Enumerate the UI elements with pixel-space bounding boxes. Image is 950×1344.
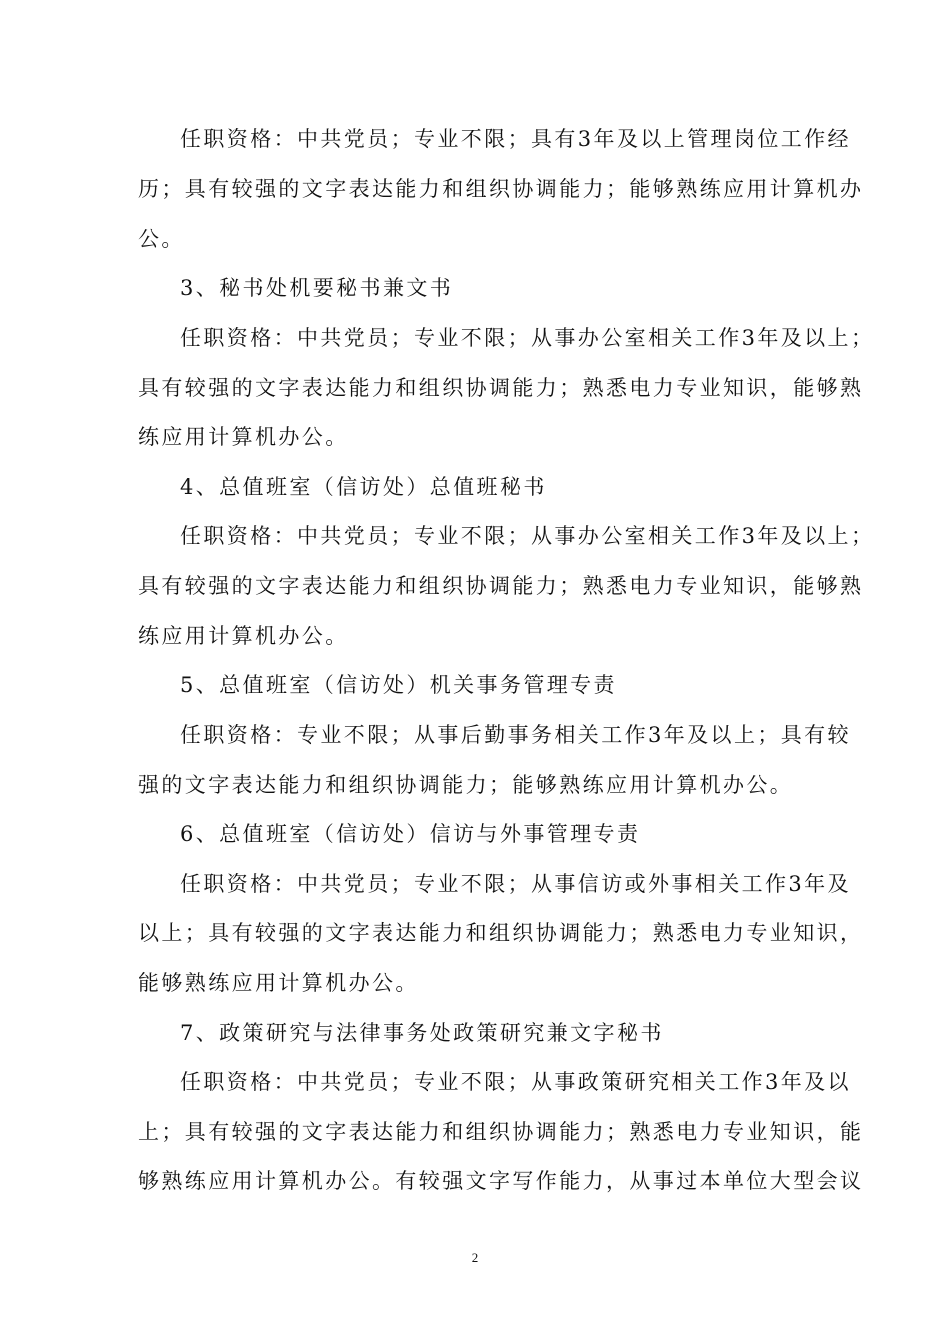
text-line: 任职资格：专业不限；从事后勤事务相关工作3年及以上；具有较 (180, 723, 851, 747)
text-line: 任职资格：中共党员；专业不限；从事办公室相关工作3年及以上； (180, 524, 875, 548)
text-line: 任职资格：中共党员；专业不限；从事信访或外事相关工作3年及 (180, 872, 851, 896)
text-line: 练应用计算机办公。 (138, 624, 349, 648)
text-line: 上；具有较强的文字表达能力和组织协调能力；熟悉电力专业知识，能 (138, 1120, 864, 1144)
text-line: 公。 (138, 227, 185, 251)
section-heading: 3、秘书处机要秘书兼文书 (180, 276, 454, 300)
text-line: 以上；具有较强的文字表达能力和组织协调能力；熟悉电力专业知识， (138, 921, 864, 945)
text-line: 任职资格：中共党员；专业不限；从事政策研究相关工作3年及以 (180, 1070, 851, 1094)
text-line: 任职资格：中共党员；专业不限；具有3年及以上管理岗位工作经 (180, 127, 851, 151)
text-line: 历；具有较强的文字表达能力和组织协调能力；能够熟练应用计算机办 (138, 177, 864, 201)
text-line: 练应用计算机办公。 (138, 425, 349, 449)
text-line: 具有较强的文字表达能力和组织协调能力；熟悉电力专业知识，能够熟 (138, 574, 864, 598)
text-line: 具有较强的文字表达能力和组织协调能力；熟悉电力专业知识，能够熟 (138, 376, 864, 400)
text-line: 够熟练应用计算机办公。有较强文字写作能力，从事过本单位大型会议 (138, 1169, 864, 1193)
section-heading: 7、政策研究与法律事务处政策研究兼文字秘书 (180, 1021, 664, 1045)
text-line: 能够熟练应用计算机办公。 (138, 971, 419, 995)
section-heading: 6、总值班室（信访处）信访与外事管理专责 (180, 822, 641, 846)
text-line: 任职资格：中共党员；专业不限；从事办公室相关工作3年及以上； (180, 326, 875, 350)
page-number: 2 (471, 1250, 479, 1265)
section-heading: 4、总值班室（信访处）总值班秘书 (180, 475, 547, 499)
text-line: 强的文字表达能力和组织协调能力；能够熟练应用计算机办公。 (138, 773, 794, 797)
section-heading: 5、总值班室（信访处）机关事务管理专责 (180, 673, 617, 697)
